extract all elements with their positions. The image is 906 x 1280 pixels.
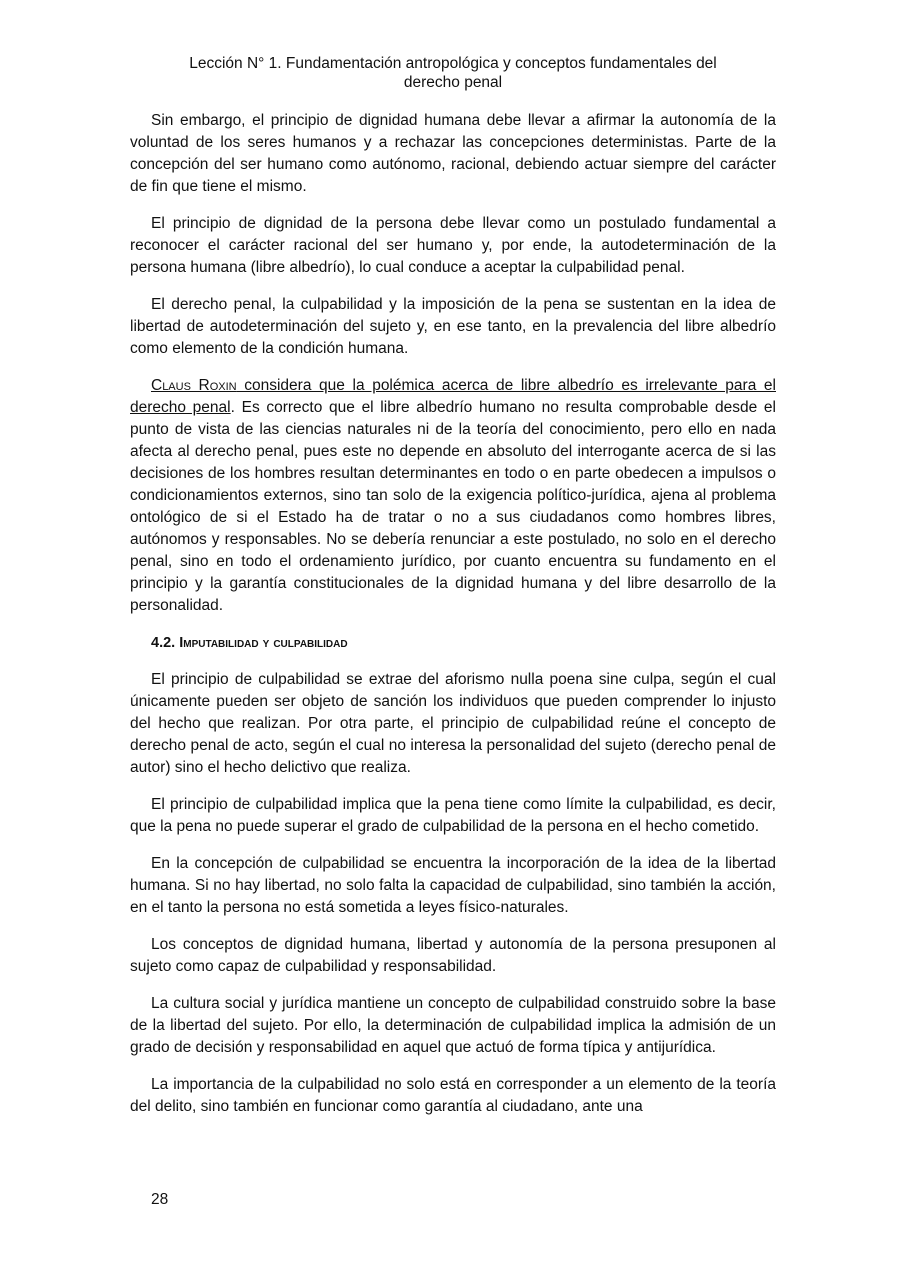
author-name: Claus Roxin bbox=[151, 377, 237, 394]
paragraph-6: El principio de culpabilidad implica que la pena tiene como límite la culpabilidad, es decir, que la pena no puede superar el grado de culpabilidad de la persona en el hecho cometido. bbox=[130, 796, 776, 835]
section-title: Imputabilidad y culpabilidad bbox=[179, 635, 348, 651]
paragraph-8: Los conceptos de dignidad humana, libertad y autonomía de la persona presuponen al sujeto como capaz de culpabilidad y responsabilidad. bbox=[130, 936, 776, 975]
page-number: 28 bbox=[151, 1191, 169, 1208]
section-heading bbox=[130, 632, 776, 654]
paragraph-7: En la concepción de culpabilidad se encuentra la incorporación de la idea de la libertad humana. Si no hay libertad, no solo falta la capacidad de culpabilidad, sino también la acción, en el tanto la persona no está sometida a leyes físico-naturales. bbox=[130, 855, 776, 916]
paragraph-5: El principio de culpabilidad se extrae del aforismo nulla poena sine culpa, según el cual únicamente pueden ser objeto de sanción los individuos que pueden comprender lo injusto del hecho que realizan. Por otra parte, el principio de culpabilidad reúne el concepto de derecho penal de acto, según el cual no interesa la personalidad del sujeto (derecho penal de autor) sino el hecho delictivo que realiza. bbox=[130, 671, 776, 776]
section-number: 4.2. bbox=[151, 635, 176, 651]
running-header bbox=[130, 54, 776, 92]
paragraph-4-rest: . Es correcto que el libre albedrío humano no resulta comprobable desde el punto de vista de las ciencias naturales ni de la teoría del conocimiento, pero ello en nada afecta al derecho penal, pues este no depende en absoluto del interrogante acerca de si las decisiones de los hombres resultan determinantes en todo o en parte obedecen a impulsos o condicionamientos externos, sino tan solo de la exigencia político-jurídica, ajena al problema ontológico de si el Estado ha de tratar o no a sus ciudadanos como hombres libres, autónomos y responsables. No se debería renunciar a este postulado, no solo en el derecho penal, sino en todo el ordenamiento jurídico, por cuanto encuentra su fundamento en el principio y la garantía constitucionales de la dignidad humana y del libre desarrollo de la personalidad. bbox=[130, 399, 776, 614]
header-line-1: Lección N° 1. Fundamentación antropológica y conceptos fundamentales del bbox=[189, 55, 717, 72]
paragraph-2: El principio de dignidad de la persona debe llevar como un postulado fundamental a reconocer el carácter racional del ser humano y, por ende, la autodeterminación de la persona humana (libre albedrío), lo cual conduce a aceptar la culpabilidad penal. bbox=[130, 215, 776, 276]
header-line-2: derecho penal bbox=[403, 74, 503, 91]
paragraph-10: La importancia de la culpabilidad no solo está en corresponder a un elemento de la teoría del delito, sino también en funcionar como garantía al ciudadano, ante una bbox=[130, 1076, 776, 1115]
body-text bbox=[130, 110, 776, 1118]
paragraph-4 bbox=[130, 375, 776, 617]
paragraph-1: Sin embargo, el principio de dignidad humana debe llevar a afirmar la autonomía de la voluntad de los seres humanos y a rechazar las concepciones deterministas. Parte de la concepción del ser humano como autónomo, racional, debiendo actuar siempre del carácter de fin que tiene el mismo. bbox=[130, 112, 776, 195]
paragraph-9: La cultura social y jurídica mantiene un concepto de culpabilidad construido sobre la base de la libertad del sujeto. Por ello, la determinación de culpabilidad implica la admisión de un grado de decisión y responsabilidad en aquel que actuó de forma típica y antijurídica. bbox=[130, 995, 776, 1056]
underlined-claim: considera que la polémica acerca de libre albedrío es irrelevante para el derecho penal bbox=[130, 377, 776, 416]
paragraph-3: El derecho penal, la culpabilidad y la imposición de la pena se sustentan en la idea de libertad de autodeterminación del sujeto y, en ese tanto, en la prevalencia del libre albedrío como elemento de la condición humana. bbox=[130, 296, 776, 357]
